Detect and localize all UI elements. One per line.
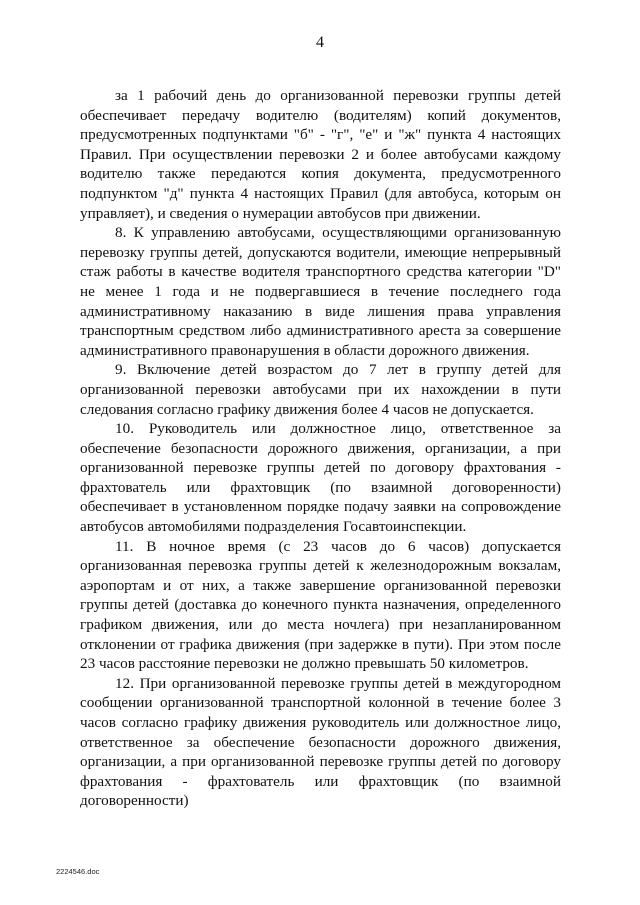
paragraph-item-8: 8. К управлению автобусами, осуществляющими организованную перевозку группы детей, допускаются водители, имеющие непрерывный стаж работы в качестве водителя транспортного средства категории "D" не менее 1 года и не подвергавшиеся в течение последнего года административному наказанию в виде лишения права управления транспортным средством либо административного ареста за совершение административного правонарушения в области дорожного движения. (80, 224, 561, 359)
document-body (80, 86, 561, 811)
paragraph-item-9: 9. Включение детей возрастом до 7 лет в группу детей для организованной перевозки автобусами при их нахождении в пути следования согласно графику движения более 4 часов не допускается. (80, 361, 561, 418)
paragraph-item-10: 10. Руководитель или должностное лицо, ответственное за обеспечение безопасности дорожного движения, организации, а при организованной перевозке группы детей по договору фрахтования - фрахтователь или фрахтовщик (по взаимной договоренности) обеспечивает в установленном порядке подачу заявки на сопровождение автобусов автомобилями подразделения Госавтоинспекции. (80, 420, 561, 536)
paragraph-item-12: 12. При организованной перевозке группы детей в междугородном сообщении организованной транспортной колонной в течение более 3 часов согласно графику движения руководитель или должностное лицо, ответственное за обеспечение безопасности дорожного движения, организации, а при организованной перевозке группы детей по договору фрахтования - фрахтователь или фрахтовщик (по взаимной договоренности) (80, 674, 561, 810)
paragraph-item-11: 11. В ночное время (с 23 часов до 6 часов) допускается организованная перевозка группы детей к железнодорожным вокзалам, аэропортам и от них, а также завершение организованной перевозки группы детей (доставка до конечного пункта назначения, определенного графиком движения, или до места ночлега) при незапланированном отклонении от графика движения (при задержке в пути). При этом после 23 часов расстояние перевозки не должно превышать 50 километров. (80, 537, 561, 673)
footer-filename: 2224546.doc (56, 867, 100, 876)
paragraph-continuation-item-7: за 1 рабочий день до организованной перевозки группы детей обеспечивает передачу водителю (водителям) копий документов, предусмотренных подпунктами "б" - "г", "е" и "ж" пункта 4 настоящих Правил. При осуществлении перевозки 2 и более автобусами каждому водителю также передаются копия документа, предусмотренного подпунктом "д" пункта 4 настоящих Правил (для автобуса, которым он управляет), и сведения о нумерации автобусов при движении. (80, 87, 561, 222)
page-number: 4 (316, 34, 324, 51)
